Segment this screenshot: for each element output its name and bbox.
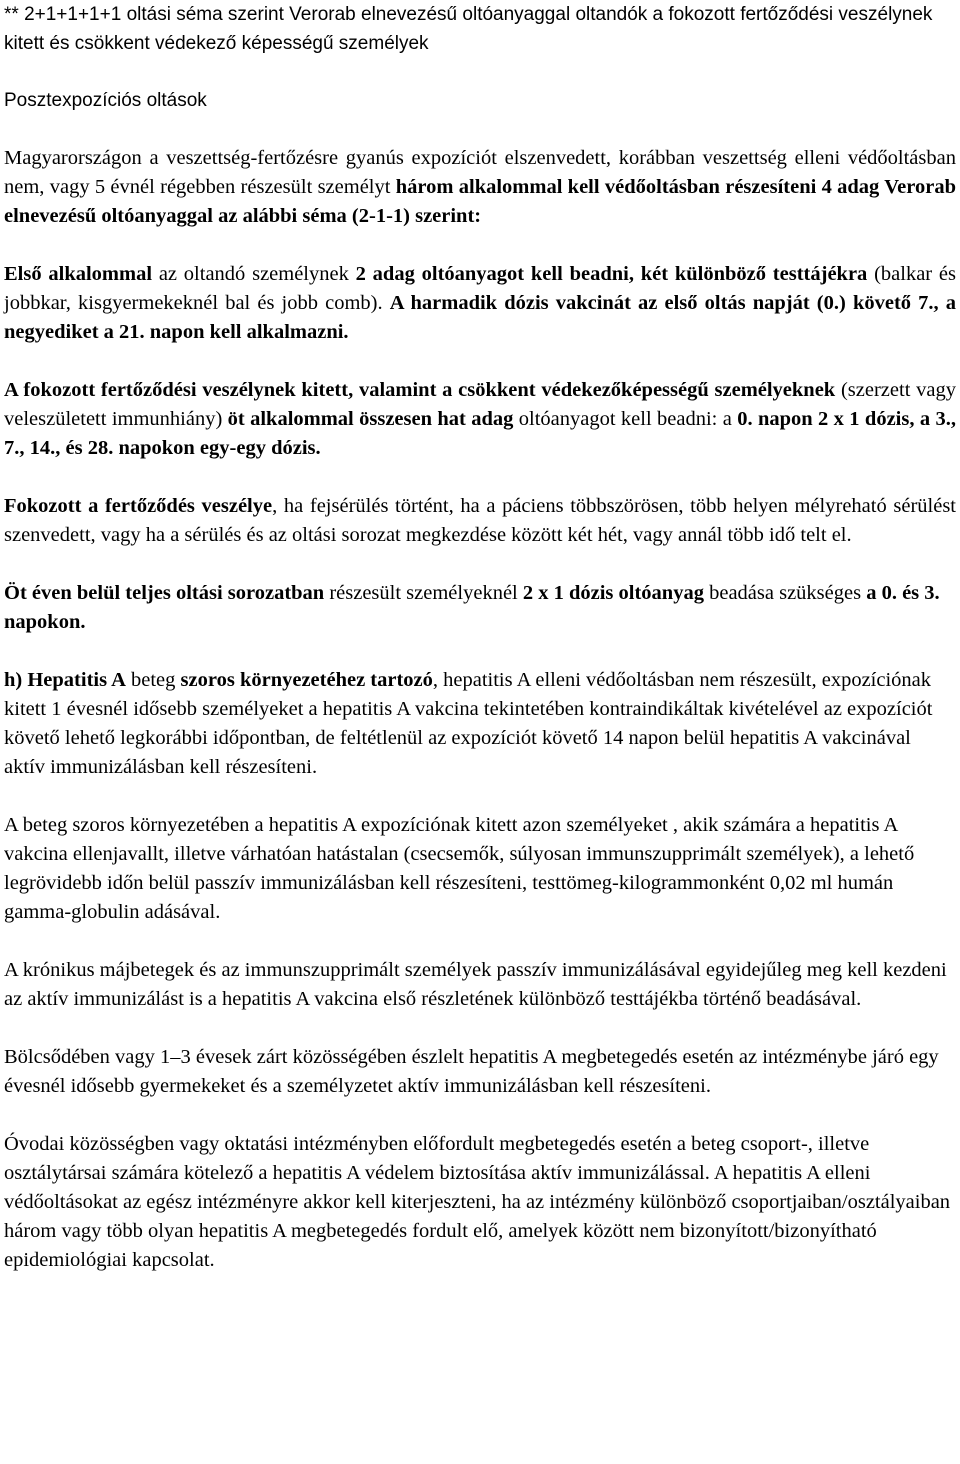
bold-text: h) Hepatitis A (4, 669, 126, 691)
bold-text: Öt éven belül teljes oltási sorozatban (4, 582, 325, 604)
bold-text: szoros környezetéhez tartozó (180, 669, 433, 691)
text-run: részesült személyeknél (324, 582, 523, 604)
bold-text: Fokozott a fertőződés veszélye (4, 495, 273, 517)
text-run: beadása szükséges (703, 582, 867, 604)
text-run: A krónikus májbetegek és az immunszupprimált személyek passzív immunizálásával egyidejűleg meg kell kezdeni az aktív immunizálást is a hepatitis A vakcina első részletének különböző testtájékba történő beadásával. (4, 959, 947, 1010)
bold-text: A harmadik dózis vakcinát az első oltás napját (0.) követő 7., a negyediket a 21. napon kell alkalmazni. (4, 292, 956, 343)
paragraph (4, 579, 956, 637)
text-run: beteg (125, 669, 181, 691)
text-run: oltóanyagot kell beadni: a (513, 408, 738, 430)
text-run: , ha fejsérülés történt, ha a páciens többszörösen, több helyen mélyreható sérülést szenvedett, vagy ha a sérülés és az oltási sorozat megkezdése között két hét, vagy annál több idő telt el. (4, 495, 956, 546)
bold-text: Első alkalommal (4, 263, 153, 285)
text-run: az oltandó személynek (152, 263, 356, 285)
paragraph (4, 144, 956, 231)
paragraph (4, 956, 956, 1014)
text-run: Óvodai közösségben vagy oktatási intézményben előfordult megbetegedés esetén a beteg csoport-, illetve osztálytársai számára kötelező a hepatitis A védelem biztosítása aktív immunizálással. A hepatitis A elleni védőoltásokat az egész intézményre akkor kell kiterjeszteni, ha az intézmény különböző csoportjaiban/osztályaiban három vagy több olyan hepatitis A megbetegedés fordult elő, amelyek között nem bizonyított/bizonyítható epidemiológiai kapcsolat. (4, 1133, 951, 1271)
bold-text: 2 x 1 dózis oltóanyag (522, 582, 704, 604)
paragraph (4, 492, 956, 550)
header-note: ** 2+1+1+1+1 oltási séma szerint Verorab elnevezésű oltóanyaggal oltandók a fokozott fertőződési veszélynek kitett és csökkent védekező képességű személyek (4, 4, 933, 54)
paragraph (4, 811, 956, 927)
bold-text: három alkalommal kell védőoltásban részesíteni 4 adag Verorab elnevezésű oltóanyaggal az alábbi séma (2-1-1) szerint: (4, 176, 956, 227)
paragraph (4, 1043, 956, 1101)
bold-text: 2 adag oltóanyagot kell beadni, két különböző testtájékra (355, 263, 868, 285)
text-run: A beteg szoros környezetében a hepatitis A expozíciónak kitett azon személyeket , akik számára a hepatitis A vakcina ellenjavallt, illetve várhatóan hatástalan (csecsemők, súlyosan immunszupprimált személyek), a lehető legrövidebb időn belül passzív immunizálásban kell részesíteni, testtömeg-kilogrammonként 0,02 ml humán gamma-globulin adásával. (4, 814, 915, 923)
bold-text: a 0. és 3. napokon. (4, 582, 940, 633)
bold-text: A fokozott fertőződési veszélynek kitett, valamint a csökkent védekezőképességű személyeknek (4, 379, 836, 401)
paragraph (4, 666, 956, 782)
bold-text: öt alkalommal összesen hat adag (227, 408, 514, 430)
paragraph (4, 260, 956, 347)
text-run: , hepatitis A elleni védőoltásban nem részesült, expozíciónak kitett 1 évesnél idősebb személyeket a hepatitis A vakcina tekintetében kontraindikáltak kivételével az expozíciót követő lehető legkorábbi időpontban, de feltétlenül az expozíciót követő 14 napon belül hepatitis A vakcinával aktív immunizálásban kell részesíteni. (4, 669, 933, 778)
paragraph (4, 1130, 956, 1275)
text-run: Magyarországon a veszettség-fertőzésre gyanús expozíciót elszenvedett, korábban veszettség elleni védőoltásban nem, vagy 5 évnél régebben részesült személyt (4, 147, 956, 198)
text-run: (szerzett vagy veleszületett immunhiány) (4, 379, 956, 430)
paragraph (4, 376, 956, 463)
text-run: (balkar és jobbkar, kisgyermekeknél bal és jobb comb). (4, 263, 956, 314)
bold-text: 0. napon 2 x 1 dózis, a 3., 7., 14., és 28. napokon egy-egy dózis. (4, 408, 956, 459)
section-title: Posztexpozíciós oltások (4, 90, 207, 111)
text-run: Bölcsődében vagy 1–3 évesek zárt közösségében észlelt hepatitis A megbetegedés esetén az intézménybe járó egy évesnél idősebb gyermekeket és a személyzetet aktív immunizálásban kell részesíteni. (4, 1046, 939, 1097)
